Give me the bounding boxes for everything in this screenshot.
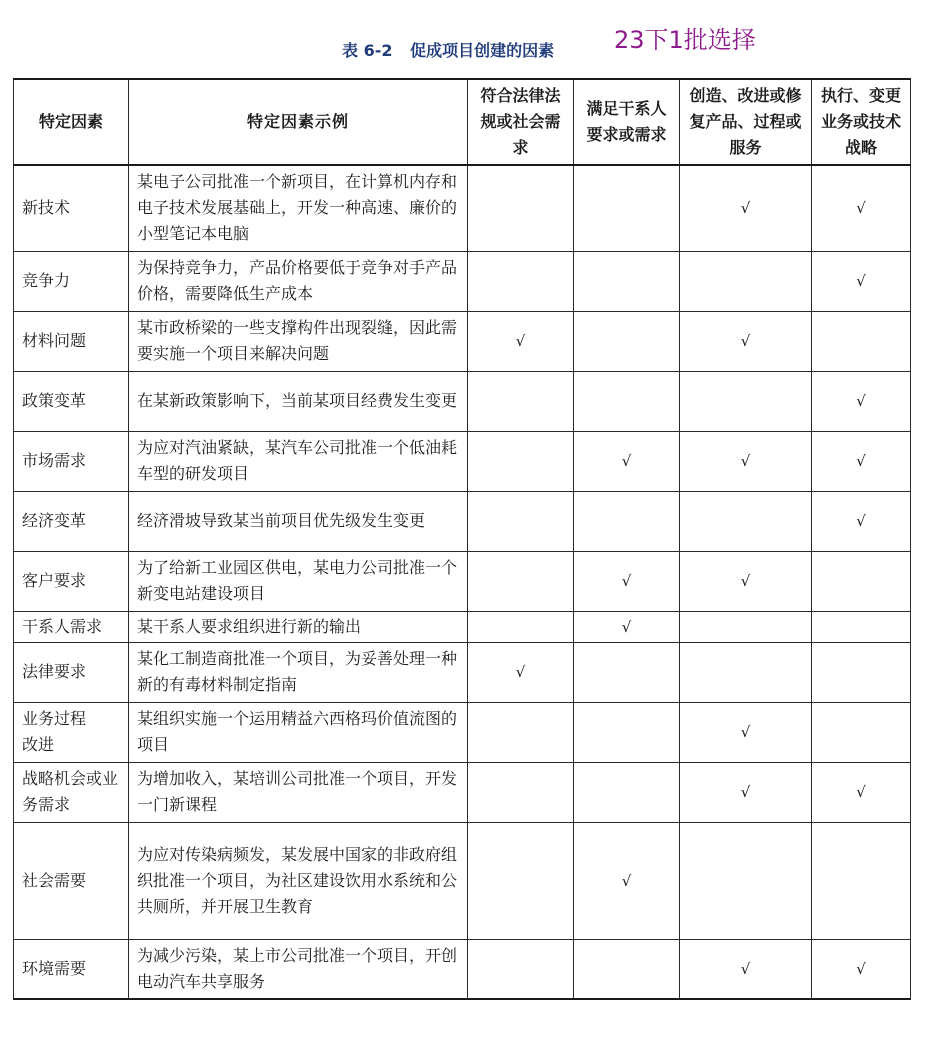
table-row [14,165,911,251]
example-cell: 经济滑坡导致某当前项目优先级发生变更 [129,491,468,551]
empty-cell [468,611,574,642]
empty-cell [574,939,680,999]
empty-cell [468,431,574,491]
factor-cell: 法律要求 [14,642,129,702]
table-row [14,491,911,551]
empty-cell [574,251,680,311]
empty-cell [574,642,680,702]
check-mark-cell: √ [812,762,911,822]
check-mark-cell: √ [680,702,812,762]
example-cell: 某市政桥梁的一些支撑构件出现裂缝，因此需要实施一个项目来解决问题 [129,311,468,371]
example-cell: 为增加收入，某培训公司批准一个项目，开发一门新课程 [129,762,468,822]
check-mark-cell: √ [468,642,574,702]
factor-cell: 经济变革 [14,491,129,551]
header-example: 特定因素示例 [129,79,468,165]
table-row [14,551,911,611]
check-mark-cell: √ [812,165,911,251]
example-cell: 为了给新工业园区供电，某电力公司批准一个新变电站建设项目 [129,551,468,611]
empty-cell [680,371,812,431]
empty-cell [812,311,911,371]
empty-cell [468,491,574,551]
example-cell: 在某新政策影响下，当前某项目经费发生变更 [129,371,468,431]
example-cell: 为减少污染，某上市公司批准一个项目，开创电动汽车共享服务 [129,939,468,999]
example-cell: 某干系人要求组织进行新的输出 [129,611,468,642]
example-cell: 某组织实施一个运用精益六西格玛价值流图的项目 [129,702,468,762]
table-row [14,371,911,431]
empty-cell [468,165,574,251]
factor-cell: 客户要求 [14,551,129,611]
factor-cell: 市场需求 [14,431,129,491]
example-cell: 为保持竞争力，产品价格要低于竞争对手产品价格，需要降低生产成本 [129,251,468,311]
empty-cell [812,551,911,611]
empty-cell [574,491,680,551]
check-mark-cell: √ [680,431,812,491]
empty-cell [680,491,812,551]
header-product: 创造、改进或修复产品、过程或服务 [680,79,812,165]
check-mark-cell: √ [574,611,680,642]
empty-cell [468,702,574,762]
check-mark-cell: √ [812,251,911,311]
empty-cell [812,702,911,762]
check-mark-cell: √ [812,939,911,999]
table-header-row [14,79,911,165]
check-mark-cell: √ [680,939,812,999]
factor-cell: 战略机会或业务需求 [14,762,129,822]
empty-cell [574,371,680,431]
factor-cell: 政策变革 [14,371,129,431]
factor-cell: 材料问题 [14,311,129,371]
factor-cell: 环境需要 [14,939,129,999]
table-row [14,702,911,762]
header-factor: 特定因素 [14,79,129,165]
empty-cell [812,611,911,642]
table-row [14,311,911,371]
table-row [14,431,911,491]
example-cell: 某化工制造商批准一个项目，为妥善处理一种新的有毒材料制定指南 [129,642,468,702]
empty-cell [468,551,574,611]
header-strategy: 执行、变更业务或技术战略 [812,79,911,165]
empty-cell [680,642,812,702]
empty-cell [468,762,574,822]
table-row [14,939,911,999]
factor-cell: 干系人需求 [14,611,129,642]
empty-cell [812,642,911,702]
check-mark-cell: √ [468,311,574,371]
table-row [14,642,911,702]
check-mark-cell: √ [680,311,812,371]
check-mark-cell: √ [574,431,680,491]
header-legal: 符合法律法规或社会需求 [468,79,574,165]
empty-cell [574,311,680,371]
check-mark-cell: √ [680,165,812,251]
table-title: 促成项目创建的因素 [410,41,555,60]
check-mark-cell: √ [812,431,911,491]
empty-cell [468,939,574,999]
example-cell: 某电子公司批准一个新项目，在计算机内存和电子技术发展基础上，开发一种高速、廉价的小型笔记本电脑 [129,165,468,251]
empty-cell [468,371,574,431]
factor-cell: 竞争力 [14,251,129,311]
table-row [14,762,911,822]
empty-cell [468,251,574,311]
empty-cell [574,702,680,762]
factor-cell: 社会需要 [14,822,129,939]
factors-table [13,78,911,1000]
empty-cell [812,822,911,939]
check-mark-cell: √ [574,551,680,611]
empty-cell [680,822,812,939]
header-stakeholder: 满足干系人要求或需求 [574,79,680,165]
check-mark-cell: √ [574,822,680,939]
table-row [14,611,911,642]
empty-cell [680,611,812,642]
factor-cell: 业务过程改进 [14,702,129,762]
empty-cell [574,165,680,251]
empty-cell [680,251,812,311]
check-mark-cell: √ [812,371,911,431]
table-row [14,251,911,311]
factor-cell: 新技术 [14,165,129,251]
table-row [14,822,911,939]
check-mark-cell: √ [680,762,812,822]
handwritten-annotation: 23下1批选择 [614,26,756,54]
example-cell: 为应对传染病频发，某发展中国家的非政府组织批准一个项目，为社区建设饮用水系统和公共厕所，并开展卫生教育 [129,822,468,939]
empty-cell [574,762,680,822]
check-mark-cell: √ [812,491,911,551]
table-number: 表 6-2 [342,41,393,60]
empty-cell [468,822,574,939]
example-cell: 为应对汽油紧缺，某汽车公司批准一个低油耗车型的研发项目 [129,431,468,491]
table-caption [342,38,554,61]
check-mark-cell: √ [680,551,812,611]
